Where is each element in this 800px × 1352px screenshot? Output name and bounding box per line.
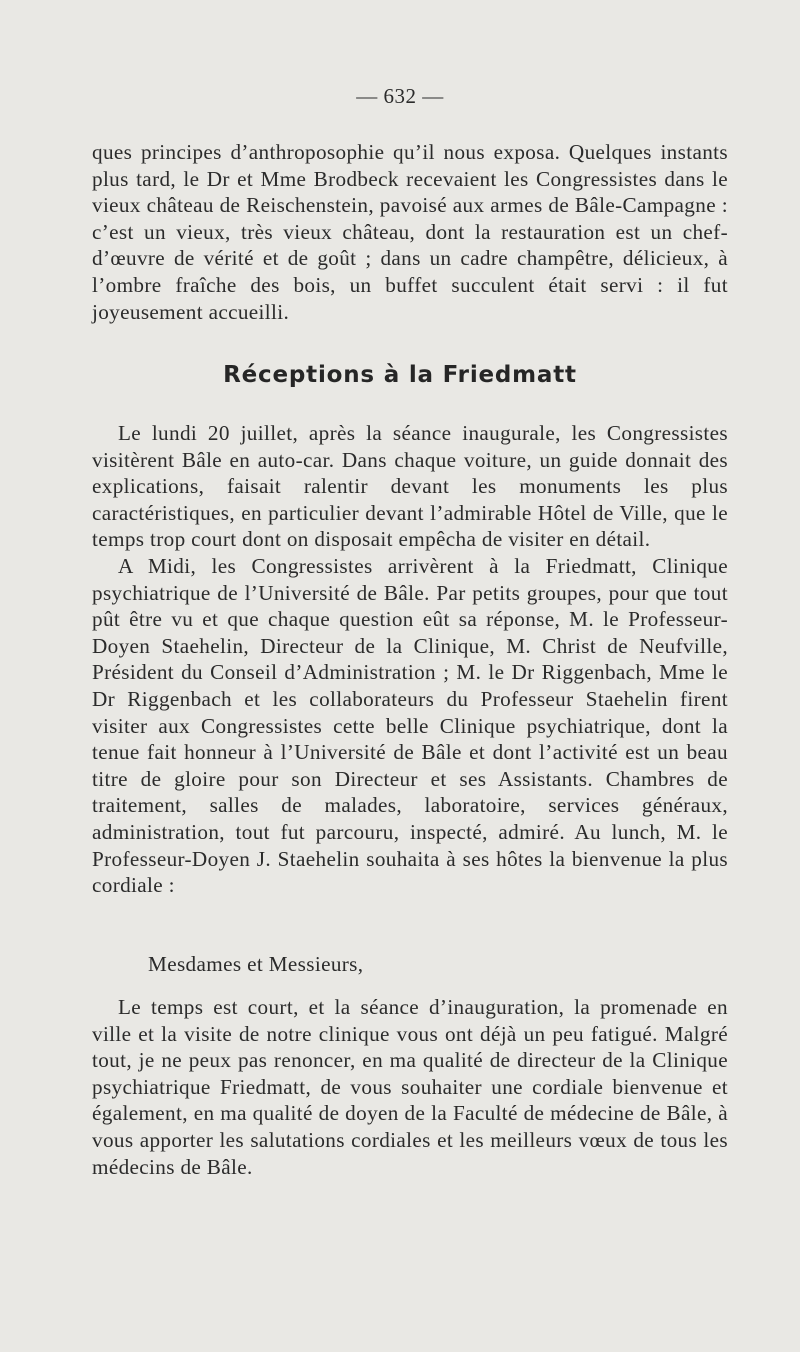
paragraph: Le lundi 20 juillet, après la séance inaugurale, les Congressistes visitèrent Bâle en auto-car. Dans chaque voiture, un guide donnait des explications, faisait ralentir devant les monuments les plus caractéristiques, en particulier devant l’admirable Hôtel de Ville, que le temps trop court dont on disposait empêcha de visiter en détail. [92, 421, 728, 552]
body-text-top [92, 139, 728, 325]
page-number: — 632 — [356, 84, 444, 108]
body-text-bottom [92, 994, 728, 1180]
section-heading: Réceptions à la Friedmatt [223, 362, 577, 388]
body-text-middle [92, 420, 728, 899]
paragraph: A Midi, les Congressistes arrivèrent à la Friedmatt, Clinique psychiatrique de l’Université de Bâle. Par petits groupes, pour que tout pût être vu et que chaque question eût sa réponse, M. le Professeur-Doyen Staehelin, Directeur de la Clinique, M. Christ de Neufville, Président du Conseil d’Administration ; M. le Dr Riggenbach, Mme le Dr Riggenbach et les collaborateurs du Professeur Staehelin firent visiter aux Congressistes cette belle Clinique psychiatrique, dont la tenue fait honneur à l’Université de Bâle et dont l’activité est un beau titre de gloire pour son Directeur et ses Assistants. Chambres de traitement, salles de malades, laboratoire, services généraux, administration, tout fut parcouru, inspecté, admiré. Au lunch, M. le Professeur-Doyen J. Staehelin souhaita à ses hôtes la bienvenue la plus cordiale : [92, 553, 728, 898]
speech-salutation: Mesdames et Messieurs, [148, 952, 364, 976]
paragraph: Le temps est court, et la séance d’inauguration, la promenade en ville et la visite de notre clinique vous ont déjà un peu fatigué. Malgré tout, je ne peux pas renoncer, en ma qualité de directeur de la Clinique psychiatrique Friedmatt, de vous souhaiter une cordiale bienvenue et également, en ma qualité de doyen de la Faculté de médecine de Bâle, à vous apporter les salutations cordiales et les meilleurs vœux de tous les médecins de Bâle. [92, 995, 728, 1179]
paragraph: ques principes d’anthroposophie qu’il nous exposa. Quelques instants plus tard, le Dr et Mme Brodbeck recevaient les Congressistes dans le vieux château de Reischenstein, pavoisé aux armes de Bâle-Campagne : c’est un vieux, très vieux château, dont la restauration est un chef-d’œuvre de vérité et de goût ; dans un cadre champêtre, délicieux, à l’ombre fraîche des bois, un buffet succulent était servi : il fut joyeusement accueilli. [92, 140, 728, 324]
